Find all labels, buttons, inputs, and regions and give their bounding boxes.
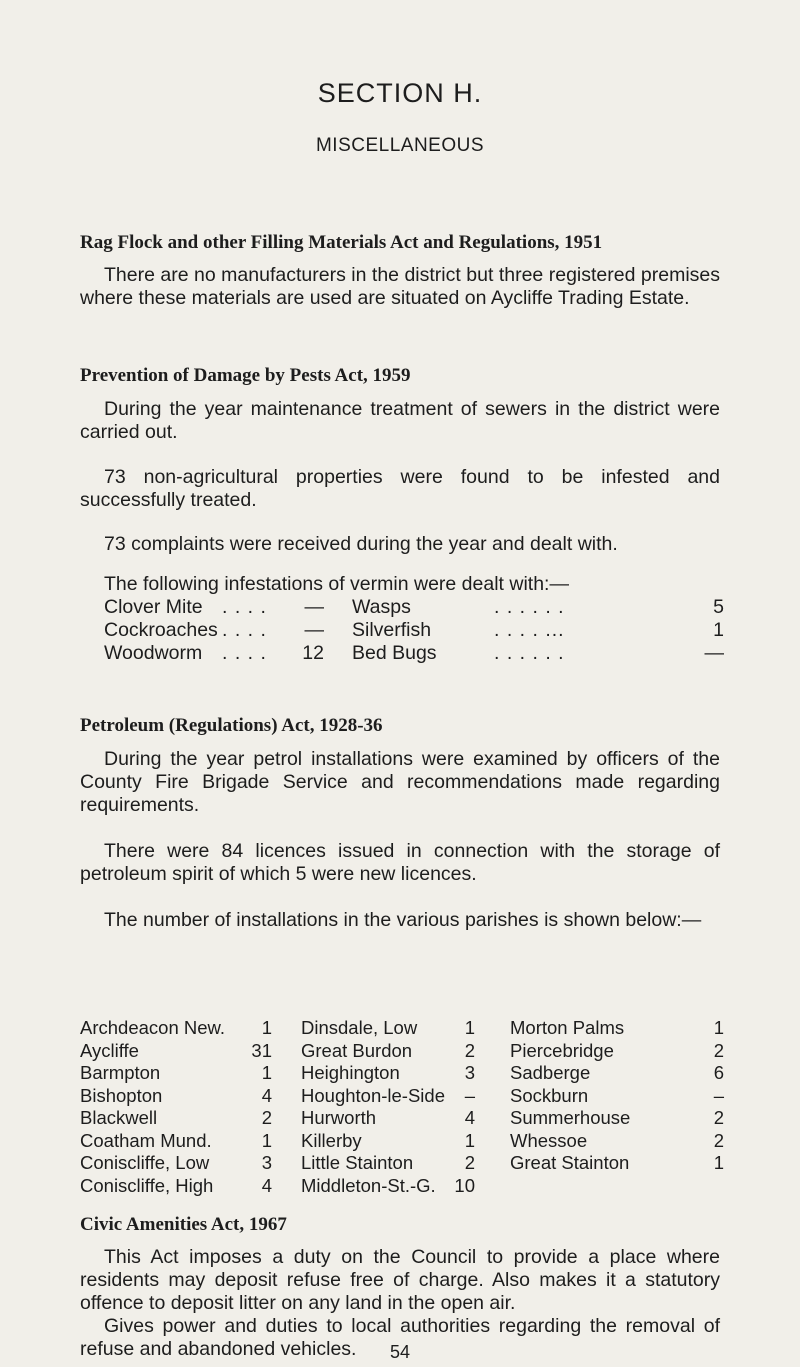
parish-name: Morton Palms [510, 1017, 625, 1038]
parish-count: – [464, 1084, 475, 1106]
leader-dots: . . . . [222, 619, 267, 641]
parish-count: 3 [464, 1062, 475, 1083]
parish-name: Middleton-St.-G. [301, 1174, 436, 1196]
leader-dots: . . . . ... [494, 619, 565, 641]
parish-count: 2 [713, 1129, 724, 1151]
petroleum-paragraph-2: There were 84 licences issued in connection with the storage of petroleum spirit of which 5 were new licences. [80, 840, 720, 885]
pest-count: — [304, 619, 324, 641]
parish-count: – [713, 1084, 724, 1106]
leader-dots: . . . . . . [494, 596, 565, 618]
petroleum-heading: Petroleum (Regulations) Act, 1928-36 [80, 715, 383, 736]
parish-name: Great Burdon [301, 1039, 413, 1061]
parish-count: 1 [261, 1017, 272, 1038]
parish-row [80, 1062, 730, 1085]
parish-name: Sadberge [510, 1062, 591, 1083]
parish-count: 2 [713, 1107, 724, 1128]
parish-name: Dinsdale, Low [301, 1017, 418, 1038]
civic-paragraph-2: Gives power and duties to local authorities regarding the removal of refuse and abandoned vehicles. [80, 1315, 720, 1360]
parish-name: Killerby [301, 1129, 362, 1151]
parish-count: 1 [464, 1129, 475, 1151]
parish-row [80, 1130, 730, 1153]
parish-count: 2 [464, 1152, 475, 1173]
parish-name: Aycliffe [80, 1039, 139, 1061]
leader-dots: . . . . [222, 642, 267, 664]
parish-name: Piercebridge [510, 1039, 614, 1061]
parish-count: 4 [261, 1084, 272, 1106]
parish-name: Coniscliffe, Low [80, 1152, 210, 1173]
pest-count: — [304, 596, 324, 618]
parish-name: Archdeacon New. [80, 1017, 226, 1038]
parish-count: 4 [261, 1174, 272, 1196]
parish-row [80, 1085, 730, 1108]
parish-count: 31 [251, 1039, 272, 1061]
pests-heading: Prevention of Damage by Pests Act, 1959 [80, 365, 411, 386]
pest-name: Woodworm [104, 642, 203, 664]
section-subtitle: MISCELLANEOUS [315, 135, 485, 156]
civic-paragraph-1: This Act imposes a duty on the Council to provide a place where residents may deposit refuse free of charge. Also makes it a statutory offence to deposit litter on any land in the open air. [80, 1246, 720, 1314]
parish-count: 2 [713, 1039, 724, 1061]
parish-name: Coatham Mund. [80, 1129, 212, 1151]
pest-name: Wasps [352, 596, 411, 618]
pest-name: Cockroaches [104, 619, 218, 641]
pest-count: — [704, 642, 724, 664]
infestation-row [104, 596, 724, 619]
parish-count: 2 [464, 1039, 475, 1061]
parish-name: Coniscliffe, High [80, 1174, 214, 1196]
infestation-row [104, 642, 724, 665]
page-number: 54 [389, 1342, 411, 1362]
pests-paragraph-1: During the year maintenance treatment of sewers in the district were carried out. [80, 398, 720, 443]
parish-name: Houghton-le-Side [301, 1084, 445, 1106]
parish-count: 1 [713, 1017, 724, 1038]
pest-name: Silverfish [352, 619, 432, 641]
parish-count: 1 [261, 1129, 272, 1151]
pest-count: 12 [302, 642, 324, 664]
parish-count: 10 [454, 1174, 475, 1196]
infestation-row [104, 619, 724, 642]
parish-count: 6 [713, 1062, 724, 1083]
parish-count: 1 [464, 1017, 475, 1038]
parish-count: 3 [261, 1152, 272, 1173]
petroleum-paragraph-1: During the year petrol installations were examined by officers of the County Fire Brigade Service and recommendations made regarding requirements. [80, 748, 720, 816]
parish-name: Barmpton [80, 1062, 161, 1083]
leader-dots: . . . . [222, 596, 267, 618]
parish-name: Bishopton [80, 1084, 163, 1106]
pest-count: 5 [713, 596, 724, 618]
pest-name: Clover Mite [104, 596, 203, 618]
parish-name: Heighington [301, 1062, 400, 1083]
parish-row [80, 1040, 730, 1063]
section-title: SECTION H. [317, 78, 483, 108]
infestation-list [104, 596, 724, 665]
parish-name: Summerhouse [510, 1107, 631, 1128]
parish-row [80, 1175, 730, 1198]
parish-name: Little Stainton [301, 1152, 414, 1173]
parish-count: 1 [261, 1062, 272, 1083]
pest-name: Bed Bugs [352, 642, 437, 664]
parish-count: 4 [464, 1107, 475, 1128]
leader-dots: . . . . . . [494, 642, 565, 664]
civic-heading: Civic Amenities Act, 1967 [80, 1214, 287, 1235]
parish-row [80, 1107, 730, 1130]
pests-paragraph-2: 73 non-agricultural properties were found to be infested and successfully treated. [80, 466, 720, 511]
parish-count: 1 [713, 1152, 724, 1173]
parish-name: Whessoe [510, 1129, 588, 1151]
pests-paragraph-4: The following infestations of vermin were dealt with:— [104, 573, 569, 595]
pests-paragraph-3: 73 complaints were received during the year and dealt with. [104, 533, 618, 555]
rag-flock-paragraph: There are no manufacturers in the district but three registered premises where these materials are used are situated on Aycliffe Trading Estate. [80, 264, 720, 309]
parish-name: Blackwell [80, 1107, 158, 1128]
parish-installations-table [80, 1017, 730, 1197]
parish-count: 2 [261, 1107, 272, 1128]
rag-flock-heading: Rag Flock and other Filling Materials Act and Regulations, 1951 [80, 232, 603, 253]
parish-name: Hurworth [301, 1107, 377, 1128]
parish-name: Sockburn [510, 1084, 589, 1106]
petroleum-paragraph-3: The number of installations in the various parishes is shown below:— [104, 909, 702, 931]
pest-count: 1 [713, 619, 724, 641]
parish-row [80, 1017, 730, 1040]
parish-row [80, 1152, 730, 1175]
parish-name: Great Stainton [510, 1152, 630, 1173]
